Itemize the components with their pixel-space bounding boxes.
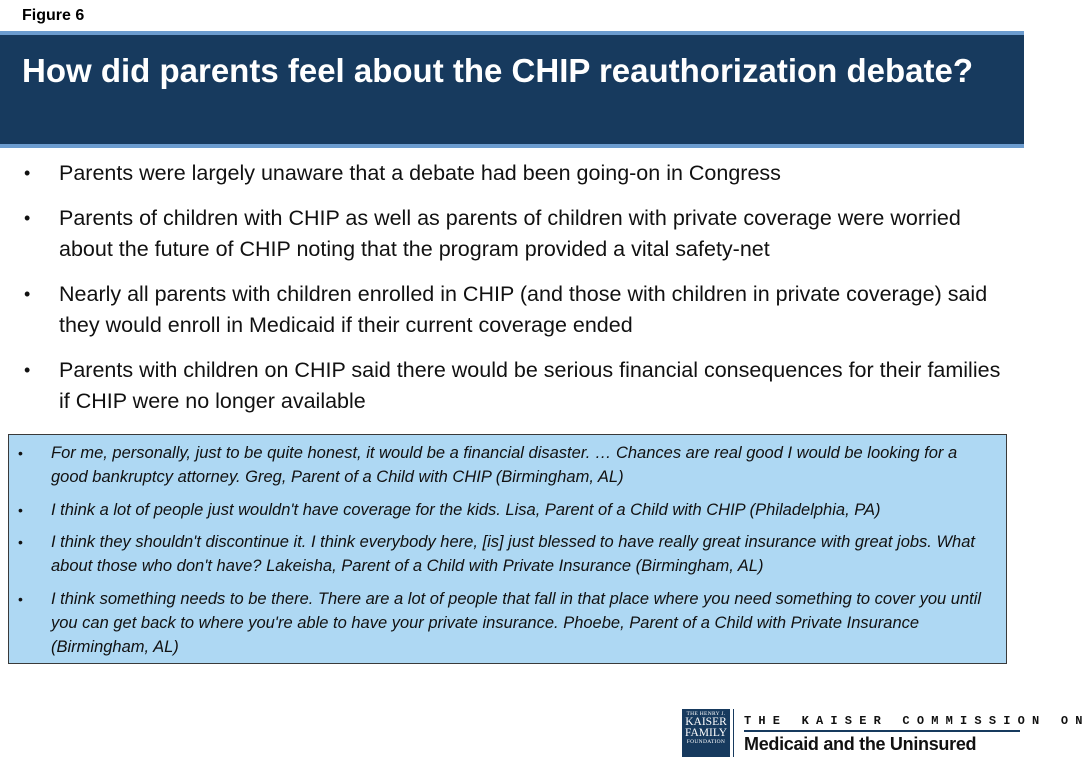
kaiser-family-foundation-logo: THE HENRY J. KAISER FAMILY FOUNDATION	[682, 709, 730, 757]
commission-rule	[744, 730, 1020, 732]
figure-label: Figure 6	[22, 7, 85, 24]
finding-text: Nearly all parents with children enrolled in CHIP (and those with children in private coverage) said they would enroll in Medicaid if their current coverage ended	[59, 282, 988, 337]
logo-divider	[733, 709, 734, 757]
finding-item	[0, 355, 1024, 417]
finding-text: Parents of children with CHIP as well as parents of children with private coverage were worried about the future of CHIP noting that the program provided a vital safety-net	[59, 206, 961, 261]
quote-text: For me, personally, just to be quite honest, it would be a financial disaster. … Chances are real good I would be looking for a good bankruptcy attorney. Greg, Parent of a Child with CHIP (Birmingham, AL)	[51, 444, 958, 486]
quote-item	[9, 587, 1006, 659]
quote-item	[9, 441, 1006, 489]
bullet-icon: •	[18, 590, 23, 607]
quote-text: I think something needs to be there. There are a lot of people that fall in that place where you need something to cover you until you can get back to where you're able to have your private insurance. Phoebe, Parent of a Child with Private Insurance (Birmingham, AL)	[51, 589, 982, 656]
quotes-list	[9, 441, 1006, 667]
bullet-icon: •	[24, 284, 31, 304]
bullet-icon: •	[24, 163, 31, 183]
finding-item	[0, 203, 1024, 265]
quote-text: I think they shouldn't discontinue it. I think everybody here, [is] just blessed to have really great insurance with great jobs. What about those who don't have? Lakeisha, Parent of a Child with Private Insurance (Birmingham, AL)	[51, 533, 975, 575]
title-bar	[0, 31, 1024, 148]
finding-item	[0, 279, 1024, 341]
bullet-icon: •	[18, 501, 23, 518]
quote-item	[9, 530, 1006, 578]
finding-text: Parents were largely unaware that a debate had been going-on in Congress	[59, 161, 781, 185]
bullet-icon: •	[24, 360, 31, 380]
key-findings-list	[0, 158, 1024, 431]
page-title: How did parents feel about the CHIP reauthorization debate?	[22, 52, 973, 89]
quote-text: I think a lot of people just wouldn't have coverage for the kids. Lisa, Parent of a Child with CHIP (Philadelphia, PA)	[51, 500, 881, 519]
bullet-icon: •	[24, 208, 31, 228]
bullet-icon: •	[18, 445, 23, 461]
finding-item	[0, 158, 1024, 189]
commission-name-top: THE KAISER COMMISSION ON	[744, 714, 1090, 728]
commission-name-bottom: Medicaid and the Uninsured	[744, 734, 977, 754]
bullet-icon: •	[18, 534, 23, 550]
finding-text: Parents with children on CHIP said there would be serious financial consequences for their families if CHIP were no longer available	[59, 358, 1001, 413]
parent-quotes-box	[8, 434, 1007, 664]
quote-item	[9, 498, 1006, 522]
